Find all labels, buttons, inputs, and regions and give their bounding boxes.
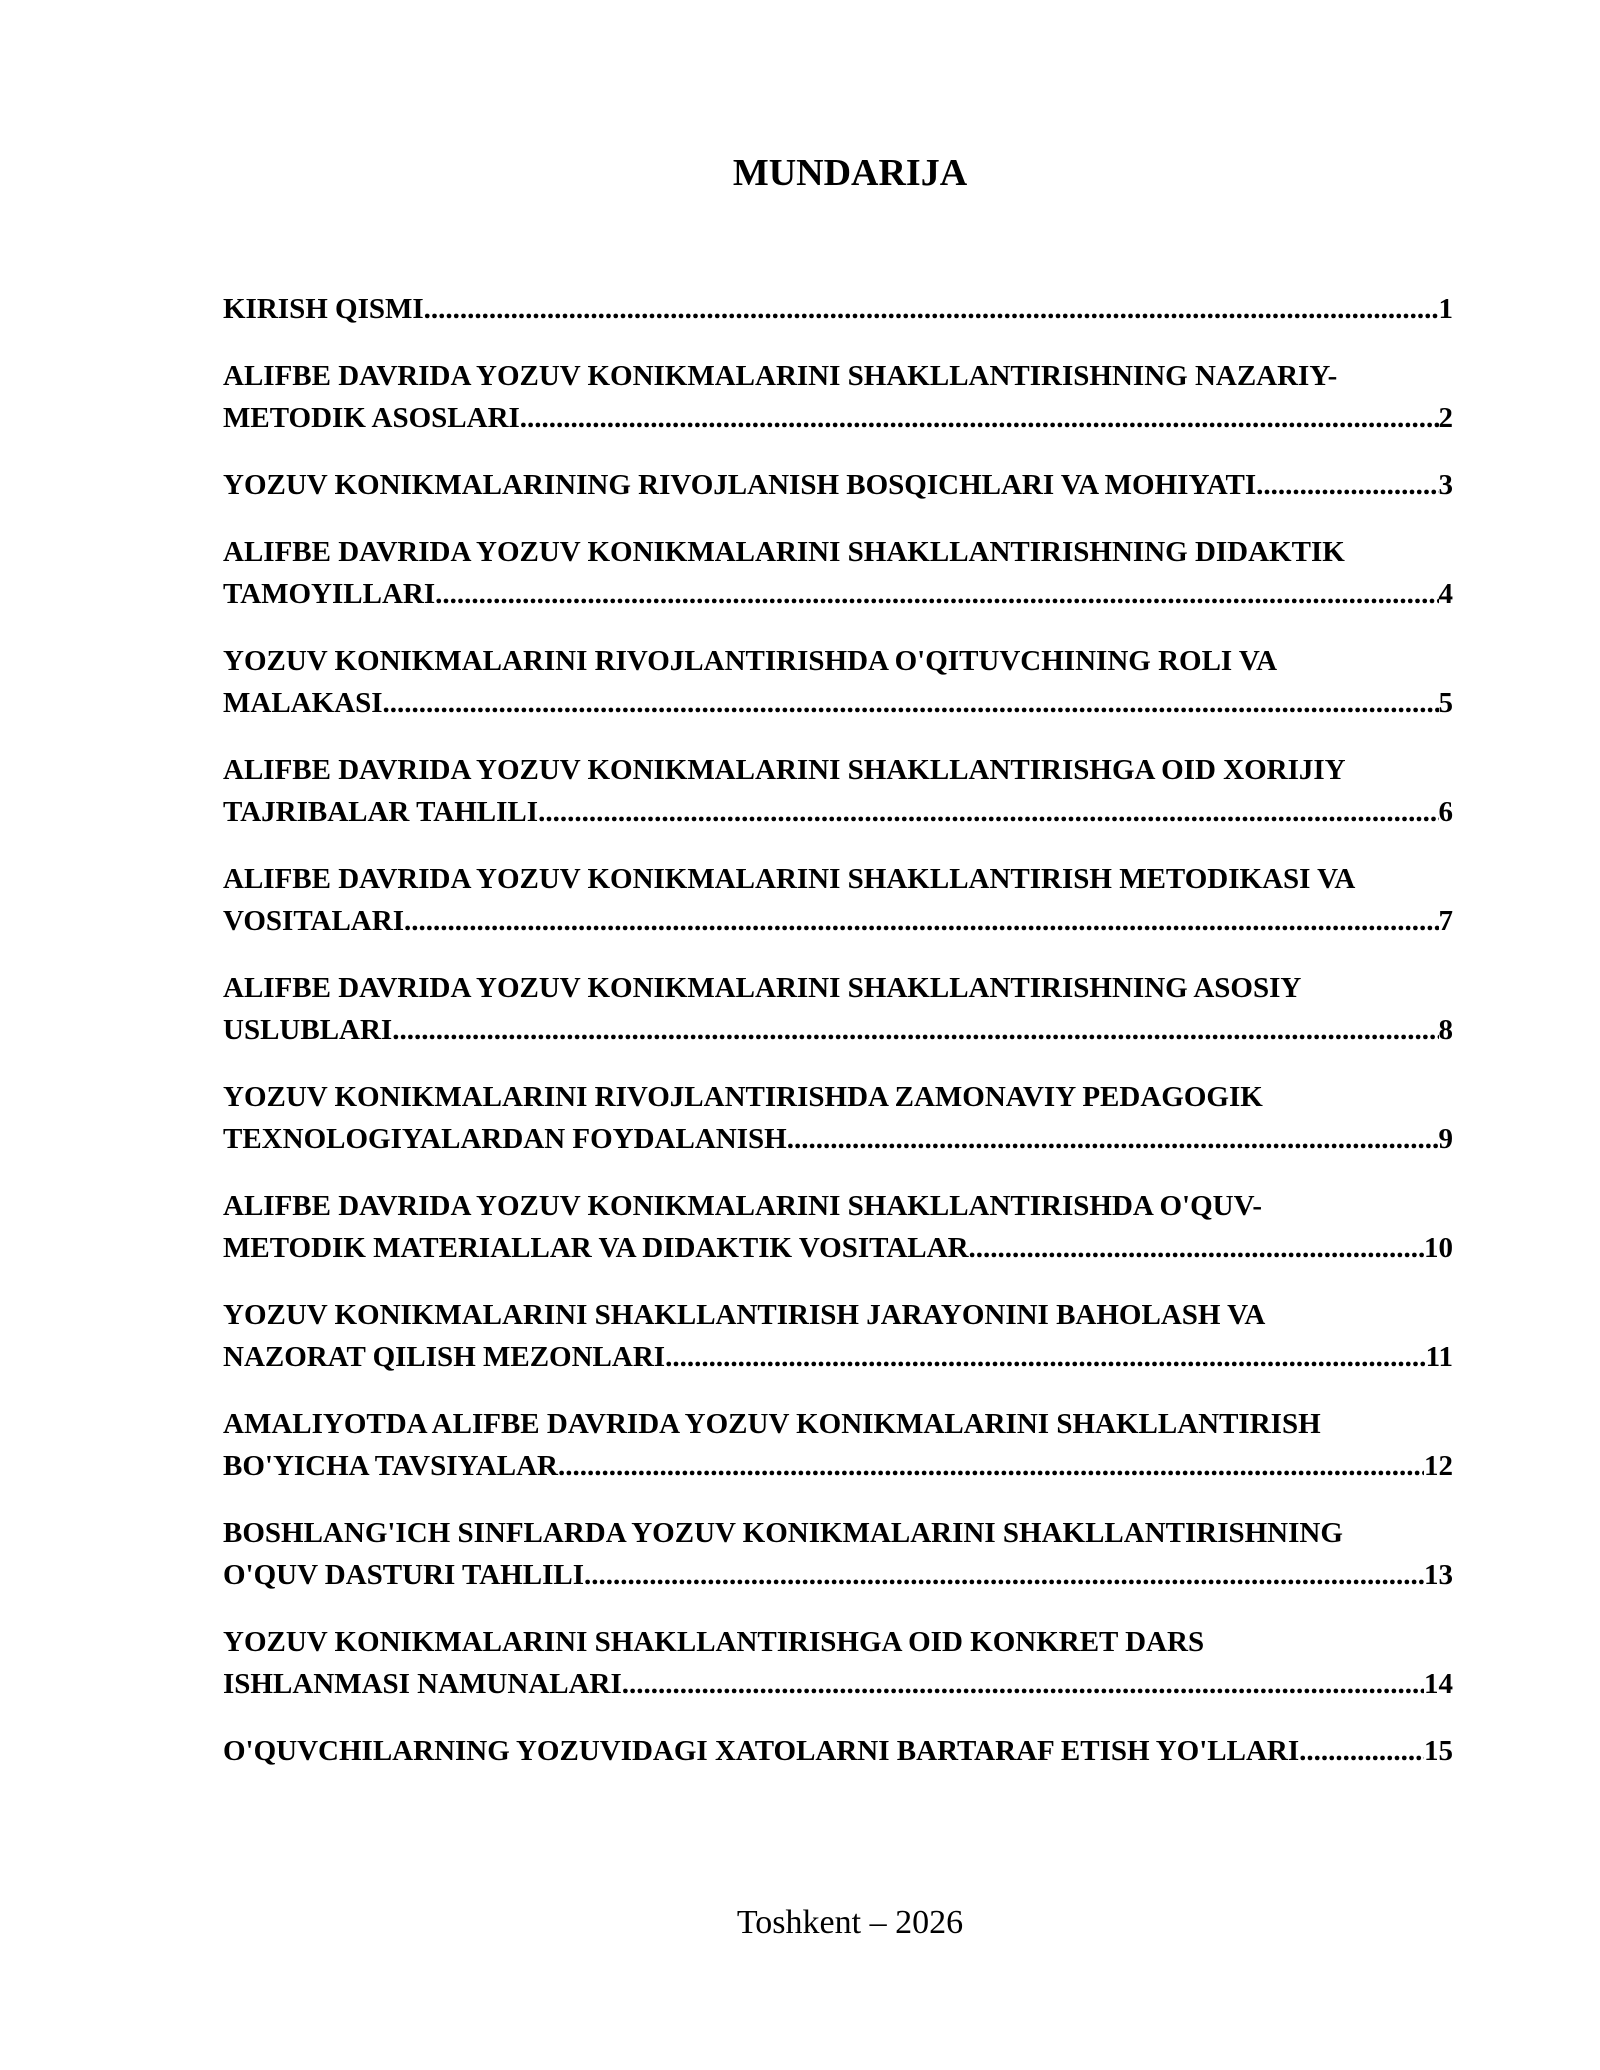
dot-leader [584,1554,1424,1596]
dot-leader [969,1227,1424,1269]
toc-entry-leader-row [223,1554,1453,1596]
dot-leader [424,288,1439,330]
toc-entry-page-number: 3 [1438,469,1453,501]
toc-entry-leader-row [223,682,1453,724]
toc-entry[interactable] [223,288,1453,330]
toc-entry-title-line: YOZUV KONIKMALARINI RIVOJLANTIRISHDA ZAMONAVIY PEDAGOGIK [223,1081,1263,1113]
dot-leader [787,1118,1439,1160]
toc-entry-leader-row [223,791,1453,833]
dot-leader [404,900,1439,942]
toc-entry-title-line: YOZUV KONIKMALARINING RIVOJLANISH BOSQICHLARI VA MOHIYATI [223,469,1257,501]
toc-entry-title-line: ISHLANMASI NAMUNALARI [223,1668,622,1700]
toc-entry-title-line: KIRISH QISMI [223,293,424,325]
dot-leader [392,1009,1438,1051]
toc-entry[interactable] [223,1621,1453,1705]
toc-entry[interactable] [223,967,1453,1051]
toc-entry-title-line: TAJRIBALAR TAHLILI [223,796,539,828]
toc-entry-page-number: 9 [1438,1123,1453,1155]
toc-entry-leader-row [223,288,1453,330]
toc-entry[interactable] [223,1403,1453,1487]
toc-entry-title-line: ALIFBE DAVRIDA YOZUV KONIKMALARINI SHAKLLANTIRISHNING NAZARIY- [223,360,1338,392]
toc-entry[interactable] [223,355,1453,439]
toc-entry[interactable] [223,464,1453,506]
toc-entry-page-number: 12 [1424,1450,1453,1482]
dot-leader [383,682,1439,724]
table-of-contents [223,288,1453,1797]
dot-leader [538,791,1438,833]
toc-entry-leader-row [223,1336,1453,1378]
toc-entry-title-line: TEXNOLOGIYALARDAN FOYDALANISH [223,1123,787,1155]
toc-entry-title-line: O'QUV DASTURI TAHLILI [223,1559,584,1591]
toc-entry-page-number: 5 [1438,687,1453,719]
toc-entry-leader-row [223,1663,1453,1705]
toc-entry-title-line: ALIFBE DAVRIDA YOZUV KONIKMALARINI SHAKLLANTIRISHNING ASOSIY [223,972,1302,1004]
toc-entry-page-number: 4 [1438,578,1453,610]
toc-entry-title-line: YOZUV KONIKMALARINI SHAKLLANTIRISH JARAYONINI BAHOLASH VA [223,1299,1266,1331]
toc-entry-page-number: 8 [1438,1014,1453,1046]
dot-leader [665,1336,1426,1378]
toc-entry-leader-row [223,1009,1453,1051]
toc-entry-leader-row [223,1118,1453,1160]
toc-entry-leader-row [223,1227,1453,1269]
toc-entry-title-line: BOSHLANG'ICH SINFLARDA YOZUV KONIKMALARINI SHAKLLANTIRISHNING [223,1517,1343,1549]
toc-entry[interactable] [223,749,1453,833]
dot-leader [435,573,1438,615]
toc-entry-page-number: 7 [1438,905,1453,937]
dot-leader [1299,1730,1424,1772]
toc-entry-title-line: AMALIYOTDA ALIFBE DAVRIDA YOZUV KONIKMALARINI SHAKLLANTIRISH [223,1408,1321,1440]
toc-entry-page-number: 10 [1424,1232,1453,1264]
toc-entry-title-line: YOZUV KONIKMALARINI SHAKLLANTIRISHGA OID KONKRET DARS [223,1626,1205,1658]
toc-entry-page-number: 6 [1438,796,1453,828]
toc-entry-title-line: NAZORAT QILISH MEZONLARI [223,1341,666,1373]
toc-entry-page-number: 1 [1438,293,1453,325]
toc-entry[interactable] [223,1512,1453,1596]
toc-entry-page-number: 13 [1424,1559,1453,1591]
toc-entry-page-number: 15 [1424,1735,1453,1767]
dot-leader [520,397,1439,439]
toc-entry[interactable] [223,640,1453,724]
page-title: MUNDARIJA [732,152,968,194]
toc-entry-title-line: BO'YICHA TAVSIYALAR [223,1450,558,1482]
toc-entry[interactable] [223,1076,1453,1160]
toc-entry[interactable] [223,1294,1453,1378]
toc-entry-leader-row [223,1445,1453,1487]
toc-entry-leader-row [223,573,1453,615]
toc-entry-page-number: 14 [1424,1668,1453,1700]
toc-entry-leader-row [223,397,1453,439]
toc-entry-title-line: TAMOYILLARI [223,578,436,610]
toc-entry-title-line: METODIK MATERIALLAR VA DIDAKTIK VOSITALAR [223,1232,969,1264]
toc-entry-title-line: ALIFBE DAVRIDA YOZUV KONIKMALARINI SHAKLLANTIRISHDA O'QUV- [223,1190,1263,1222]
toc-entry-leader-row [223,1730,1453,1772]
toc-entry-leader-row [223,464,1453,506]
toc-entry-title-line: O'QUVCHILARNING YOZUVIDAGI XATOLARNI BARTARAF ETISH YO'LLARI [223,1735,1300,1767]
toc-entry-title-line: METODIK ASOSLARI [223,402,520,434]
toc-entry[interactable] [223,858,1453,942]
toc-entry-title-line: ALIFBE DAVRIDA YOZUV KONIKMALARINI SHAKLLANTIRISHNING DIDAKTIK [223,536,1345,568]
toc-entry[interactable] [223,1730,1453,1772]
toc-entry-title-line: YOZUV KONIKMALARINI RIVOJLANTIRISHDA O'QITUVCHINING ROLI VA [223,645,1278,677]
toc-entry-page-number: 11 [1425,1341,1453,1373]
toc-entry[interactable] [223,1185,1453,1269]
toc-entry-title-line: ALIFBE DAVRIDA YOZUV KONIKMALARINI SHAKLLANTIRISHGA OID XORIJIY [223,754,1346,786]
toc-entry-title-line: USLUBLARI [223,1014,393,1046]
toc-entry-page-number: 2 [1438,402,1453,434]
toc-entry[interactable] [223,531,1453,615]
toc-entry-title-line: ALIFBE DAVRIDA YOZUV KONIKMALARINI SHAKLLANTIRISH METODIKASI VA [223,863,1356,895]
footer-city-year: Toshkent – 2026 [736,1904,964,1941]
dot-leader [1256,464,1438,506]
dot-leader [558,1445,1424,1487]
toc-entry-title-line: VOSITALARI [223,905,404,937]
dot-leader [622,1663,1424,1705]
toc-entry-leader-row [223,900,1453,942]
toc-entry-title-line: MALAKASI [223,687,383,719]
